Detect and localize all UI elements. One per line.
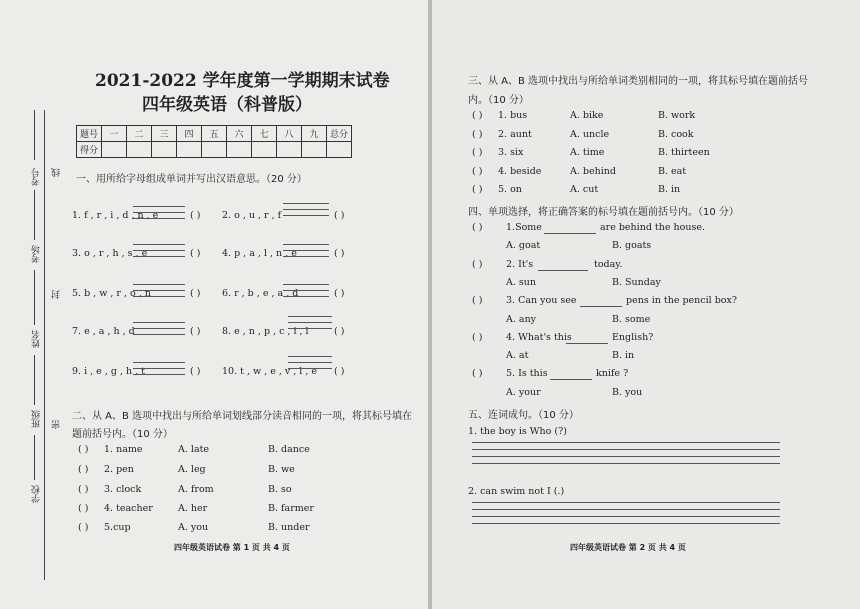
s5-answer-line[interactable] [472, 463, 780, 464]
score-cell[interactable] [302, 142, 327, 158]
section3-title-line1: 三、从 A、B 选项中找出与所给单词类别相同的一项，将其标号填在题前括号 [468, 76, 809, 87]
s2-paren[interactable]: ( ) [78, 464, 89, 475]
s4-blank[interactable] [538, 270, 588, 271]
s2-question: 5.cup [104, 522, 131, 533]
s1-blank[interactable] [283, 215, 329, 216]
s1-blank[interactable] [133, 244, 185, 245]
section3-title-line2: 内。（10 分） [468, 95, 529, 106]
score-header-cell: 题号 [77, 126, 102, 142]
score-cell[interactable] [227, 142, 252, 158]
s1-blank[interactable] [133, 256, 185, 257]
s2-paren[interactable]: ( ) [78, 484, 89, 495]
s3-paren[interactable]: ( ) [472, 166, 483, 177]
s1-paren[interactable]: ( ) [334, 248, 345, 259]
s3-option-b: B. thirteen [658, 147, 710, 158]
s3-question: 3. six [498, 147, 524, 158]
s4-option-b: B. you [612, 387, 643, 398]
s2-option-a: A. from [178, 484, 214, 495]
side-label-seal: 封 [52, 290, 62, 299]
s5-answer-line[interactable] [472, 509, 780, 510]
side-line-3 [34, 270, 35, 325]
s1-item-10: 10. t , w , e , v , l , e [222, 366, 318, 377]
s3-question: 2. aunt [498, 129, 532, 140]
s1-blank[interactable] [133, 374, 185, 375]
s1-paren[interactable]: ( ) [190, 366, 201, 377]
score-header-cell: 总分 [327, 126, 352, 142]
score-cell[interactable] [102, 142, 127, 158]
section5-title: 五、连词成句。（10 分） [468, 410, 579, 421]
s4-option-b: B. in [612, 350, 635, 361]
s1-blank[interactable] [283, 244, 329, 245]
score-header-cell: 七 [252, 126, 277, 142]
s4-blank[interactable] [580, 306, 622, 307]
s2-option-a: A. late [178, 444, 210, 455]
score-cell[interactable] [202, 142, 227, 158]
s2-question: 2. pen [104, 464, 134, 475]
s4-paren[interactable]: ( ) [472, 295, 483, 306]
score-cell[interactable] [152, 142, 177, 158]
s1-item-5: 5. b , w , r , o , n [72, 288, 151, 299]
s4-question-start: 1.Some [506, 222, 542, 233]
s4-question-start: 4. What's this [506, 332, 572, 343]
s3-paren[interactable]: ( ) [472, 110, 483, 121]
score-header-cell: 九 [302, 126, 327, 142]
s1-item-3: 3. o , r , h , s , e [72, 248, 148, 259]
s2-option-a: A. her [178, 503, 208, 514]
s1-blank[interactable] [133, 334, 185, 335]
s1-blank[interactable] [133, 368, 185, 369]
s3-option-b: B. work [658, 110, 696, 121]
s4-paren[interactable]: ( ) [472, 368, 483, 379]
score-header-cell: 五 [202, 126, 227, 142]
score-cell[interactable] [277, 142, 302, 158]
s1-paren[interactable]: ( ) [334, 288, 345, 299]
s1-blank[interactable] [288, 362, 332, 363]
side-label-class: 班级 [32, 410, 42, 428]
s2-option-a: A. leg [178, 464, 206, 475]
s4-paren[interactable]: ( ) [472, 222, 483, 233]
s4-blank[interactable] [566, 343, 608, 344]
side-label-school: 学校 [32, 485, 42, 503]
score-header-cell: 四 [177, 126, 202, 142]
side-label-secret: 密 [52, 420, 62, 429]
s1-blank[interactable] [283, 284, 329, 285]
s3-option-b: B. eat [658, 166, 687, 177]
s1-blank[interactable] [133, 250, 185, 251]
s1-blank[interactable] [133, 328, 185, 329]
s4-option-a: A. at [506, 350, 529, 361]
s4-option-b: B. Sunday [612, 277, 661, 288]
s4-question-start: 2. It's [506, 259, 534, 270]
side-label-line: 线 [52, 168, 62, 177]
s4-option-a: A. goat [506, 240, 541, 251]
s5-answer-line[interactable] [472, 456, 780, 457]
s2-paren[interactable]: ( ) [78, 444, 89, 455]
s4-question-end: English? [612, 332, 654, 343]
score-table-header-row [77, 126, 352, 142]
s1-blank[interactable] [288, 322, 332, 323]
s4-question-end: are behind the house. [600, 222, 705, 233]
s5-answer-line[interactable] [472, 449, 780, 450]
s2-question: 4. teacher [104, 503, 153, 514]
score-cell[interactable] [177, 142, 202, 158]
s3-paren[interactable]: ( ) [472, 147, 483, 158]
s5-answer-line[interactable] [472, 516, 780, 517]
s1-blank[interactable] [288, 368, 332, 369]
s1-paren[interactable]: ( ) [190, 248, 201, 259]
right-page [432, 0, 860, 609]
s1-item-2: 2. o , u , r , f [222, 210, 282, 221]
score-table [76, 125, 352, 158]
s1-paren[interactable]: ( ) [334, 366, 345, 377]
s1-blank[interactable] [283, 290, 329, 291]
s4-blank[interactable] [544, 233, 596, 234]
s1-paren[interactable]: ( ) [190, 288, 201, 299]
s2-option-b: B. dance [268, 444, 310, 455]
s4-question-start: 3. Can you see [506, 295, 577, 306]
s3-option-a: A. bike [570, 110, 604, 121]
exam-title: 2021-2022 学年度第一学期期末试卷 [95, 71, 390, 91]
binding-line [44, 110, 45, 580]
s4-option-a: A. your [506, 387, 541, 398]
s3-option-a: A. uncle [570, 129, 610, 140]
s5-answer-line[interactable] [472, 442, 780, 443]
right-footer: 四年级英语试卷 第 2 页 共 4 页 [570, 543, 686, 552]
side-line-5 [34, 435, 35, 480]
s1-item-6: 6. r , b , e , a , d [222, 288, 299, 299]
s4-paren[interactable]: ( ) [472, 332, 483, 343]
s3-paren[interactable]: ( ) [472, 129, 483, 140]
s4-question-start: 5. Is this [506, 368, 548, 379]
exam-subtitle: 四年级英语（科普版） [142, 95, 312, 115]
s1-blank[interactable] [283, 203, 329, 204]
s2-option-b: B. so [268, 484, 292, 495]
s1-blank[interactable] [133, 218, 185, 219]
s4-option-b: B. some [612, 314, 651, 325]
s1-blank[interactable] [133, 322, 185, 323]
section2-title-line1: 二、从 A、B 选项中找出与所给单词划线部分读音相同的一项，将其标号填在 [72, 411, 413, 422]
s1-blank[interactable] [133, 206, 185, 207]
s1-blank[interactable] [133, 212, 185, 213]
s1-blank[interactable] [283, 209, 329, 210]
s1-blank[interactable] [288, 328, 332, 329]
s4-option-a: A. any [506, 314, 537, 325]
score-header-cell: 八 [277, 126, 302, 142]
s2-option-b: B. farmer [268, 503, 314, 514]
left-footer: 四年级英语试卷 第 1 页 共 4 页 [174, 543, 290, 552]
side-line-1 [34, 110, 35, 160]
left-page [0, 0, 428, 609]
s1-blank[interactable] [133, 284, 185, 285]
s4-paren[interactable]: ( ) [472, 259, 483, 270]
s2-question: 3. clock [104, 484, 142, 495]
s2-paren[interactable]: ( ) [78, 522, 89, 533]
s5-answer-line[interactable] [472, 502, 780, 503]
s1-paren[interactable]: ( ) [190, 210, 201, 221]
s2-option-b: B. we [268, 464, 295, 475]
s1-paren[interactable]: ( ) [190, 326, 201, 337]
score-header-cell: 六 [227, 126, 252, 142]
s2-option-a: A. you [178, 522, 209, 533]
side-line-4 [34, 355, 35, 405]
score-cell[interactable] [127, 142, 152, 158]
s1-blank[interactable] [288, 356, 332, 357]
side-label-exam-no: 考号 [32, 168, 42, 186]
s4-blank[interactable] [550, 379, 592, 380]
s2-question: 1. name [104, 444, 143, 455]
s4-question-end: knife ? [596, 368, 629, 379]
s1-item-1: 1. f , r , i , d , n , e [72, 210, 159, 221]
s4-question-end: today. [594, 259, 623, 270]
s1-item-7: 7. e , a , h , d [72, 326, 135, 337]
s1-blank[interactable] [133, 290, 185, 291]
score-cell[interactable] [252, 142, 277, 158]
s1-item-8: 8. e , n , p , c , i , l [222, 326, 309, 337]
s1-item-9: 9. i , e , g , h , t [72, 366, 145, 377]
s5-item-1: 1. the boy is Who (?) [468, 426, 567, 437]
section2-title-line2: 题前括号内。（10 分） [72, 429, 173, 440]
s3-option-b: B. cook [658, 129, 694, 140]
section1-title: 一、用所给字母组成单词并写出汉语意思。（20 分） [76, 174, 307, 185]
s4-option-b: B. goats [612, 240, 652, 251]
s1-paren[interactable]: ( ) [334, 326, 345, 337]
section4-title: 四、单项选择，将正确答案的标号填在题前括号内。（10 分） [468, 207, 739, 218]
s2-paren[interactable]: ( ) [78, 503, 89, 514]
s1-paren[interactable]: ( ) [334, 210, 345, 221]
score-header-cell: 一 [102, 126, 127, 142]
side-line-2 [34, 190, 35, 240]
score-row-label: 得分 [77, 142, 102, 158]
s3-paren[interactable]: ( ) [472, 184, 483, 195]
score-header-cell: 三 [152, 126, 177, 142]
s1-blank[interactable] [283, 256, 329, 257]
s3-option-a: A. time [570, 147, 605, 158]
s1-item-4: 4. p , a , l , n , e [222, 248, 297, 259]
s1-blank[interactable] [283, 296, 329, 297]
s1-blank[interactable] [133, 296, 185, 297]
s1-blank[interactable] [283, 250, 329, 251]
s4-question-end: pens in the pencil box? [626, 295, 737, 306]
s4-option-a: A. sun [506, 277, 537, 288]
score-cell[interactable] [327, 142, 352, 158]
s5-answer-line[interactable] [472, 523, 780, 524]
s2-option-b: B. under [268, 522, 310, 533]
s3-question: 1. bus [498, 110, 528, 121]
s1-blank[interactable] [288, 316, 332, 317]
s3-option-a: A. behind [570, 166, 616, 177]
s3-question: 5. on [498, 184, 522, 195]
score-table-score-row [77, 142, 352, 158]
side-label-exam-room: 考场 [32, 245, 42, 263]
s3-question: 4. beside [498, 166, 542, 177]
s3-option-a: A. cut [570, 184, 599, 195]
s1-blank[interactable] [133, 362, 185, 363]
score-header-cell: 二 [127, 126, 152, 142]
s5-item-2: 2. can swim not I (.) [468, 486, 565, 497]
s3-option-b: B. in [658, 184, 681, 195]
side-label-name: 姓名 [32, 330, 42, 348]
